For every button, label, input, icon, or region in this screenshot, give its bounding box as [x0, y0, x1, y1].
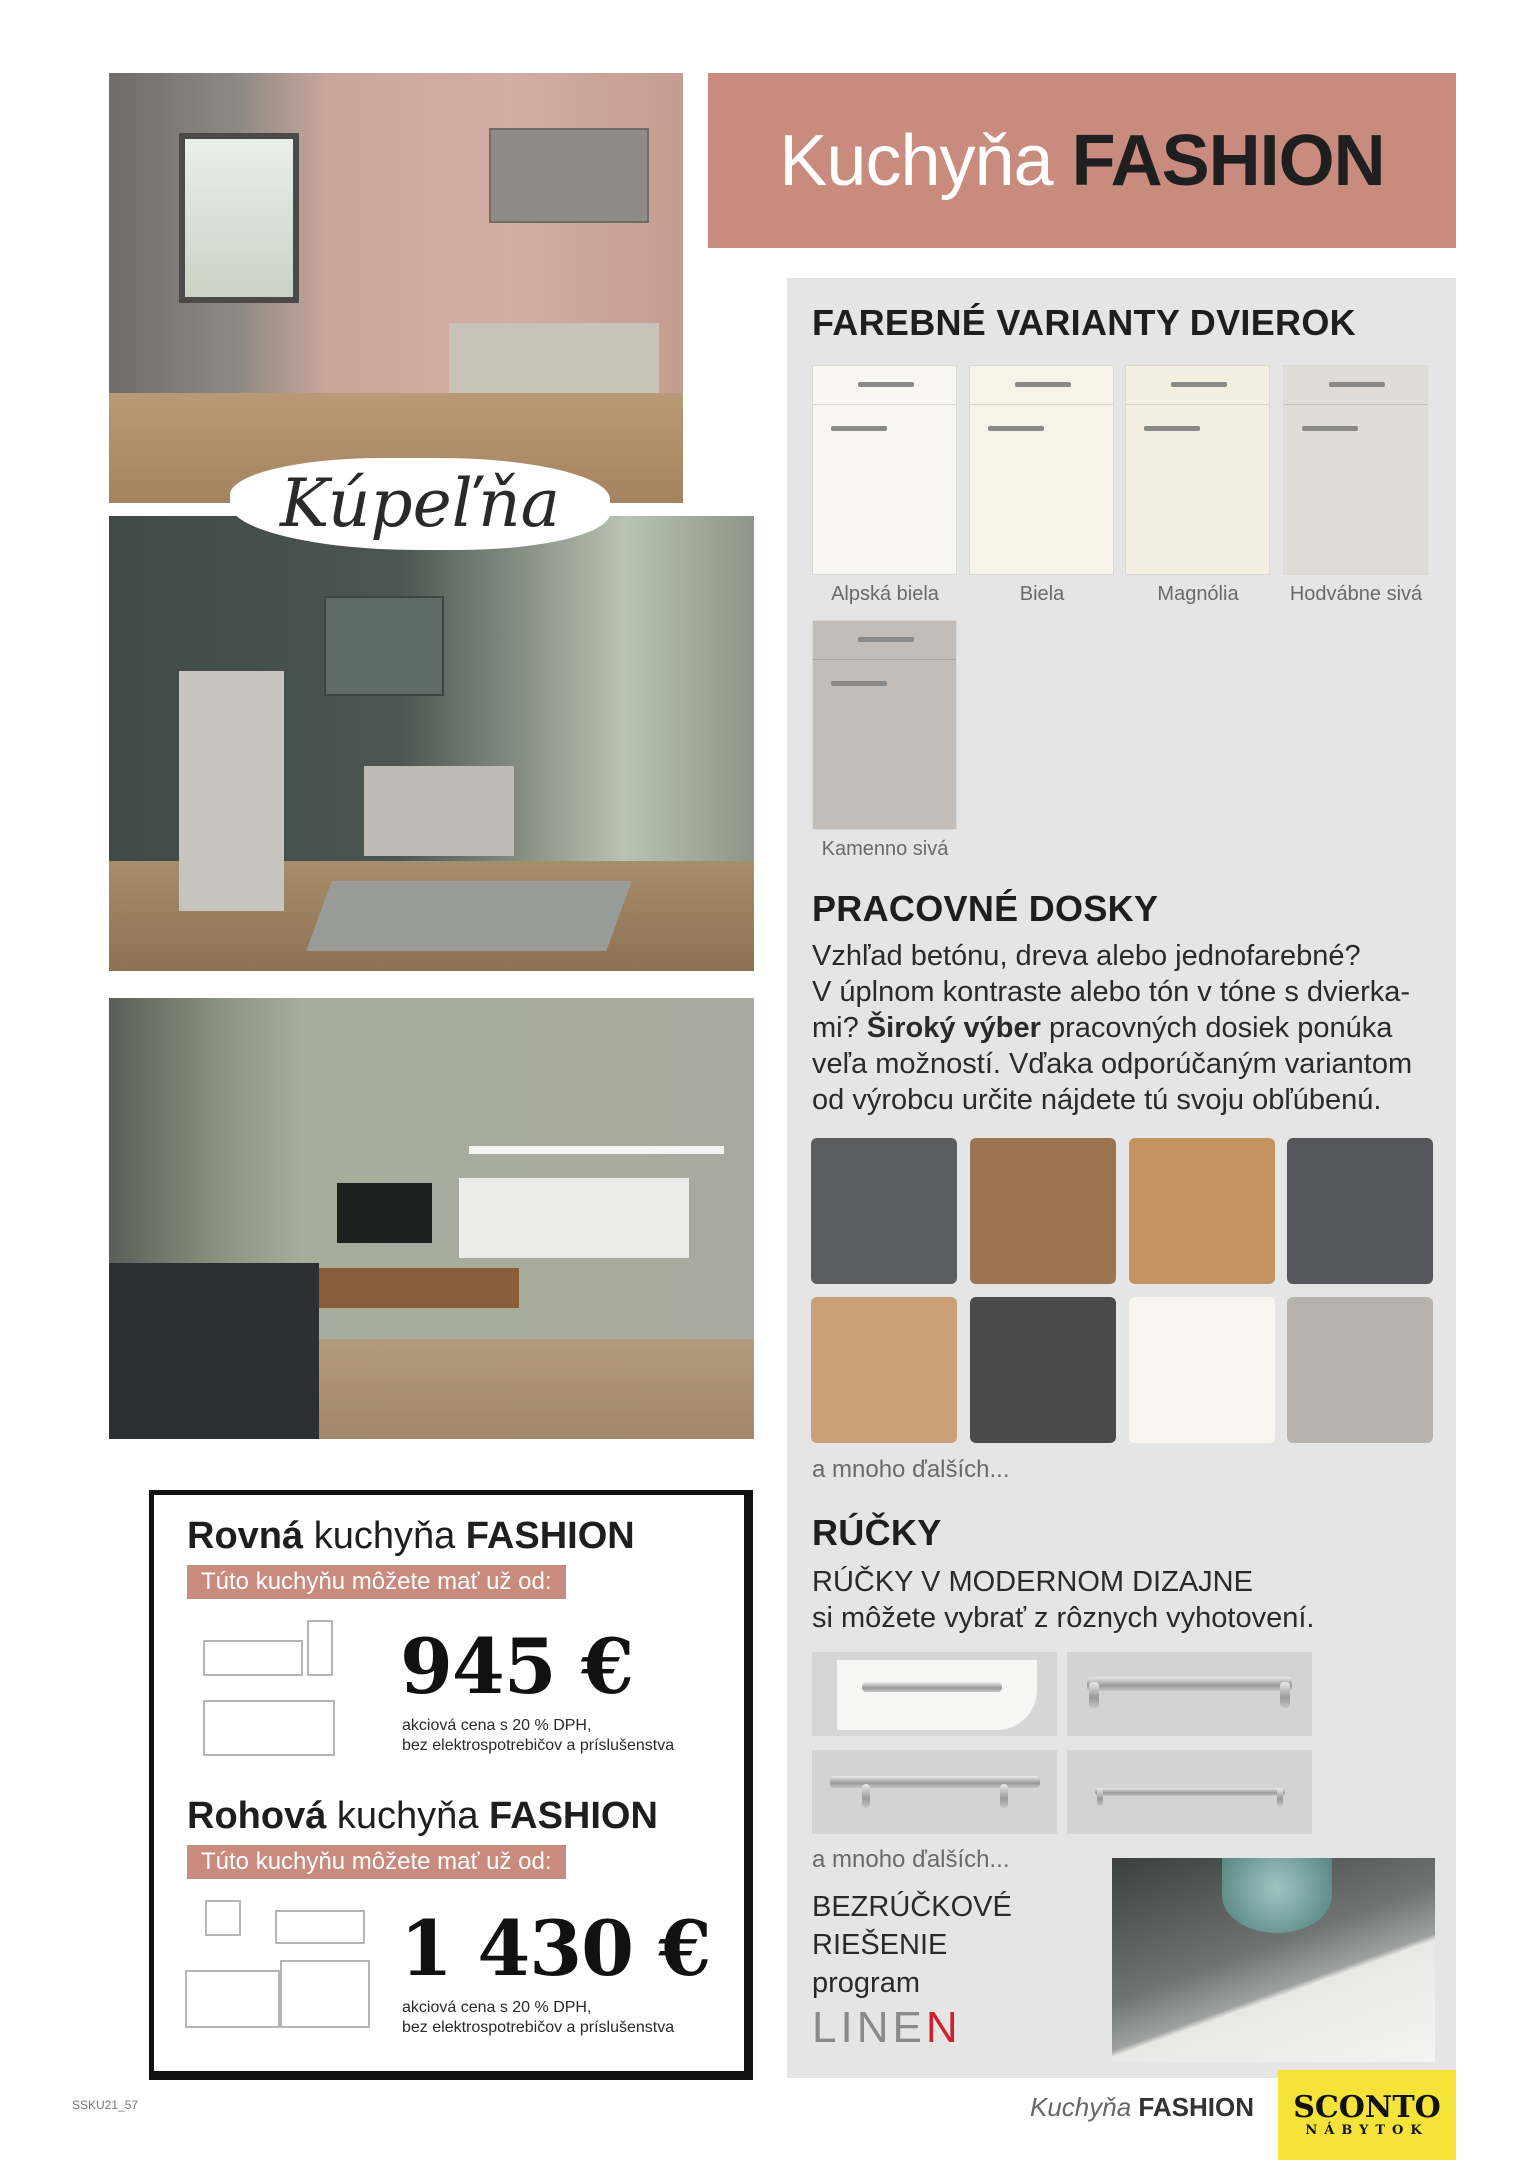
mirror-cabinet [489, 128, 649, 223]
handle-sample-bow [1067, 1652, 1312, 1736]
door-swatch-alpska-biela [812, 365, 957, 575]
sideboard [459, 1178, 689, 1258]
door-variants-title: FAREBNÉ VARIANTY DVIEROK [812, 302, 1356, 343]
offer-price: 1 430 € [400, 1904, 711, 1993]
door-swatch-biela [969, 365, 1114, 575]
offer-title: Rohová kuchyňa FASHION [187, 1795, 658, 1837]
living-room-photo [109, 998, 754, 1439]
rug [306, 881, 631, 951]
door-swatch-magnolia [1125, 365, 1270, 575]
glass-vase [1222, 1858, 1332, 1933]
logo-top: SCONTO [1293, 2089, 1441, 2125]
handleless-photo [1112, 1858, 1435, 2062]
worktop-swatch [811, 1297, 957, 1443]
offer-note: akciová cena s 20 % DPH, [402, 1717, 592, 1734]
floor [319, 1339, 754, 1439]
offer-tag: Túto kuchyňu môžete mať už od: [187, 1845, 566, 1879]
offer-note: akciová cena s 20 % DPH, [402, 1999, 592, 2016]
door-swatch-hodvabne-siva [1283, 365, 1428, 575]
footer-title: Kuchyňa FASHION [1030, 2092, 1254, 2122]
door-label: Biela [1019, 583, 1065, 605]
logo-bottom: NÁBYTOK [1305, 2122, 1429, 2138]
handles-title: RÚČKY [812, 1512, 942, 1553]
window [179, 133, 299, 303]
vanity-unit [364, 766, 514, 856]
sofa [109, 1263, 319, 1439]
offer-note: bez elektrospotrebičov a príslušenstva [402, 2019, 675, 2036]
worktops-title: PRACOVNÉ DOSKY [812, 888, 1159, 929]
title-bold: FASHION [1071, 120, 1385, 201]
worktop-swatch [811, 1138, 957, 1284]
title-light: Kuchyňa [779, 120, 1072, 201]
handles-text: si môžete vybrať z rôznych vyhotovení. [812, 1602, 1315, 1634]
page-title [779, 120, 1384, 202]
offer-title: Rovná kuchyňa FASHION [187, 1515, 635, 1557]
straight-kitchen-sketch [195, 1620, 345, 1760]
worktops-text-line: Vzhľad betónu, dreva alebo jednofarebné? [812, 940, 1361, 972]
worktops-more: a mnoho ďalších... [812, 1456, 1010, 1483]
worktop-swatch [1129, 1138, 1275, 1284]
worktops-text-line: veľa možností. Vďaka odporúčaným variantom [812, 1048, 1413, 1080]
door-label: Hodvábne sivá [1289, 583, 1423, 605]
offer-tag: Túto kuchyňu môžete mať už od: [187, 1565, 566, 1599]
handleless-line: program [812, 1967, 920, 1999]
corner-kitchen-sketch [185, 1900, 375, 2040]
page-code: SSKU21_57 [72, 2098, 139, 2112]
handles-subtitle: RÚČKY V MODERNOM DIZAJNE [812, 1566, 1253, 1598]
worktops-text-line: od výrobcu určite nájdete tú svoju obľúbenú. [812, 1084, 1382, 1116]
worktop-swatch [1129, 1297, 1275, 1443]
worktop-swatch [970, 1138, 1116, 1284]
linen-logo: LINEN [812, 2003, 962, 2052]
mirror-cabinet [324, 596, 444, 696]
handle-sample-bar [812, 1750, 1057, 1834]
handleless-line: BEZRÚČKOVÉ [812, 1891, 1012, 1923]
worktop-swatch [1287, 1297, 1433, 1443]
worktop-swatch [970, 1297, 1116, 1443]
bathroom-label: Kúpeľňa [230, 458, 610, 550]
door-label: Kamenno sivá [821, 838, 949, 860]
handle-sample-slim [1067, 1750, 1312, 1834]
wall-shelf [469, 1146, 724, 1154]
worktop-swatch [1287, 1138, 1433, 1284]
tv [337, 1183, 432, 1243]
offer-price: 945 € [400, 1622, 633, 1711]
door-label: Magnólia [1157, 583, 1239, 605]
handles-more: a mnoho ďalších... [812, 1846, 1010, 1873]
vanity-unit [449, 323, 659, 393]
tall-cabinet [179, 671, 284, 911]
worktops-text-line: mi? Široký výber pracovných dosiek ponúka [812, 1012, 1393, 1044]
page-header [708, 73, 1456, 248]
door-label: Alpská biela [831, 583, 939, 605]
bathroom-photo-2 [109, 516, 754, 971]
tv-bench [319, 1268, 519, 1308]
bathroom-photo-1 [109, 73, 683, 503]
sconto-logo [1278, 2070, 1456, 2160]
handle-sample-gola [812, 1652, 1057, 1736]
handleless-line: RIEŠENIE [812, 1929, 948, 1961]
worktops-text-line: V úplnom kontraste alebo tón v tóne s dvierka- [812, 976, 1411, 1008]
door-swatch-kamenno-siva [812, 620, 957, 830]
offer-note: bez elektrospotrebičov a príslušenstva [402, 1737, 675, 1754]
